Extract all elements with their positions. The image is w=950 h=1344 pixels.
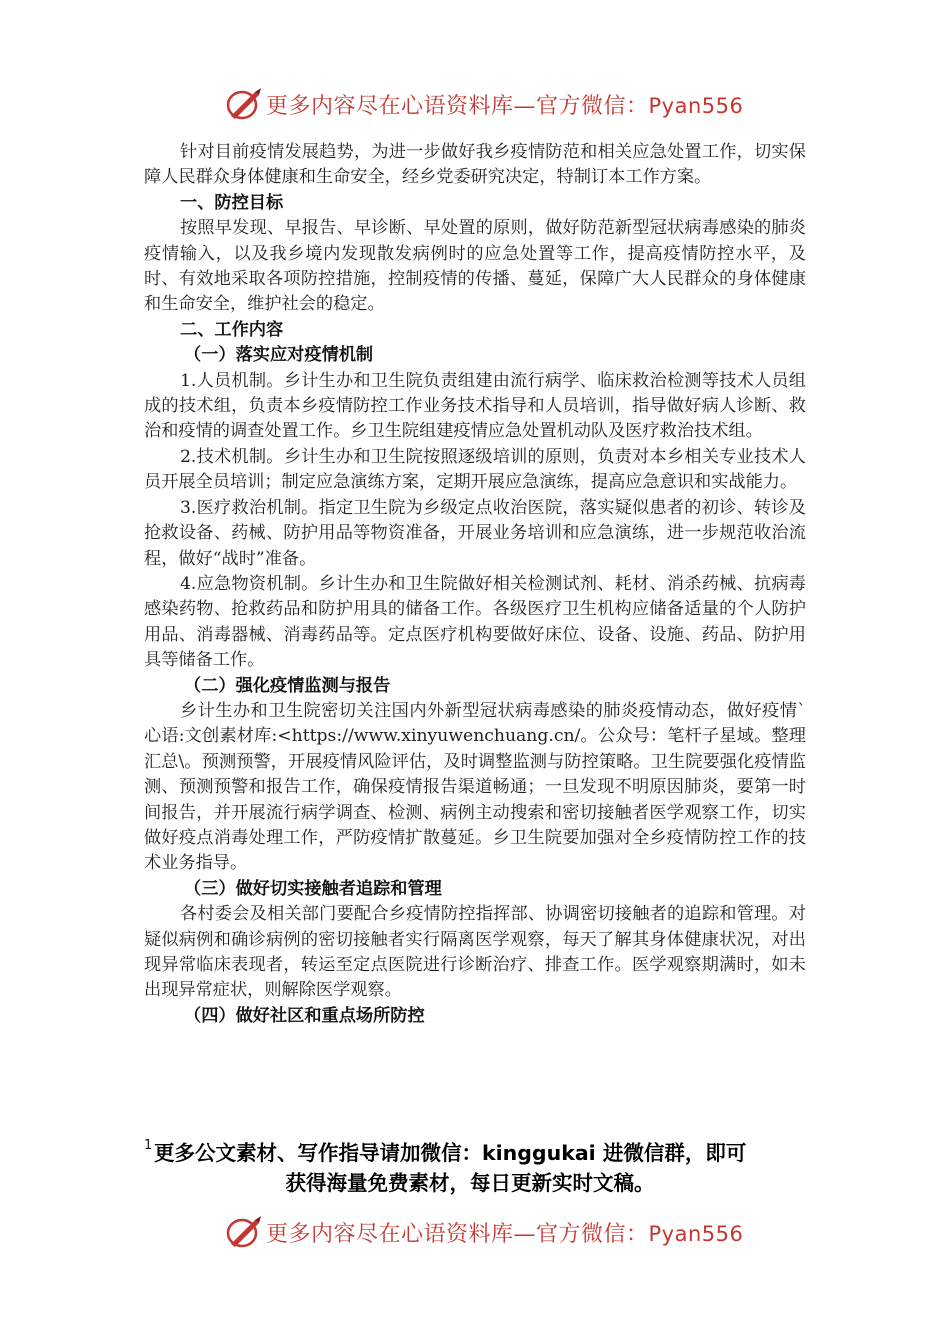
banner-wechat-id: Pyan556 [648, 1222, 744, 1246]
pen-logo-icon [225, 1214, 263, 1250]
banner-label: 更多内容尽在心语资料库—官方微信： [266, 94, 649, 119]
section-heading: 二、工作内容 [180, 319, 284, 340]
body-paragraph: 2.技术机制。乡计生办和卫生院按照逐级培训的原则，负责对本乡相关专业技术人员开展全员培训；制定应急演练方案，定期开展应急演练，提高应急意识和实战能力。 [144, 446, 806, 493]
footnote-mark: 1 [144, 1138, 153, 1153]
document-body [144, 140, 806, 1029]
body-paragraph: 各村委会及相关部门要配合乡疫情防控指挥部、协调密切接触者的追踪和管理。对疑似病例和确诊病例的密切接触者实行隔离医学观察，每天了解其身体健康状况，对出现异常临床表现者，转运至定点医院进行诊断治疗、排查工作。医学观察期满时，如未出现异常症状，则解除医学观察。 [144, 904, 806, 1001]
subsection-heading: （三）做好切实接触者追踪和管理 [184, 878, 442, 899]
subsection-heading: （一）落实应对疫情机制 [184, 345, 374, 366]
body-paragraph: 乡计生办和卫生院密切关注国内外新型冠状病毒感染的肺炎疫情动态，做好疫情`心语:文创素材库:<https://www.xinyuwenchuang.cn/。公众号：笔杆子星域。整理汇总\。预测预警，开展疫情风险评估，及时调整监测与防控策略。卫生院要强化疫情监测、预测预警和报告工作，确保疫情报告渠道畅通；一旦发现不明原因肺炎，要第一时间报告，并开展流行病学调查、检测、病例主动搜索和密切接触者医学观察工作，切实做好疫点消毒处理工作，严防疫情扩散蔓延。乡卫生院要加强对全乡疫情防控工作的技术业务指导。 [144, 700, 806, 874]
body-paragraph: 4.应急物资机制。乡计生办和卫生院做好相关检测试剂、耗材、消杀药械、抗病毒感染药物、抢救药品和防护用具的储备工作。各级医疗卫生机构应储备适量的个人防护用品、消毒器械、消毒药品等。定点医疗机构要做好床位、设备、设施、药品、防护用具等储备工作。 [144, 573, 806, 671]
footer-watermark-banner [0, 1212, 950, 1252]
body-paragraph: 针对目前疫情发展趋势，为进一步做好我乡疫情防范和相关应急处置工作，切实保障人民群众身体健康和生命安全，经乡党委研究决定，特制订本工作方案。 [144, 142, 806, 188]
banner-text [266, 1217, 743, 1248]
body-paragraph: 按照早发现、早报告、早诊断、早处置的原则，做好防范新型冠状病毒感染的肺炎疫情输入，以及我乡境内发现散发病例时的应急处置等工作，提高疫情防控水平，及时、有效地采取各项防控措施，控制疫情的传播、蔓延，保障广大人民群众的身体健康和生命安全，维护社会的稳定。 [144, 218, 806, 315]
subsection-heading: （四）做好社区和重点场所防控 [184, 1005, 425, 1026]
body-paragraph: 3.医疗救治机制。指定卫生院为乡级定点收治医院，落实疑似患者的初诊、转诊及抢救设备、药械、防护用品等物资准备，开展业务培训和应急演练，进一步规范收治流程，做好“战时”准备。 [144, 497, 806, 569]
banner-wechat-id: Pyan556 [648, 94, 744, 118]
header-watermark-banner [0, 84, 950, 124]
body-paragraph: 1.人员机制。乡计生办和卫生院负责组建由流行病学、临床救治检测等技术人员组成的技术组，负责本乡疫情防控工作业务技术指导和人员培训，指导做好病人诊断、救治和疫情的调查处置工作。乡卫生院组建疫情应急处置机动队及医疗救治技术组。 [144, 370, 806, 442]
banner-label: 更多内容尽在心语资料库—官方微信： [266, 1222, 649, 1247]
section-heading: 一、防控目标 [180, 192, 284, 213]
banner-text [266, 89, 743, 120]
footnote-line-1: 更多公文素材、写作指导请加微信：kinggukai 进微信群，即可 [154, 1141, 747, 1165]
pen-logo-icon [225, 86, 263, 122]
footnote-line-2: 获得海量免费素材，每日更新实时文稿。 [285, 1171, 655, 1195]
subsection-heading: （二）强化疫情监测与报告 [184, 675, 391, 696]
footnote [144, 1138, 806, 1198]
